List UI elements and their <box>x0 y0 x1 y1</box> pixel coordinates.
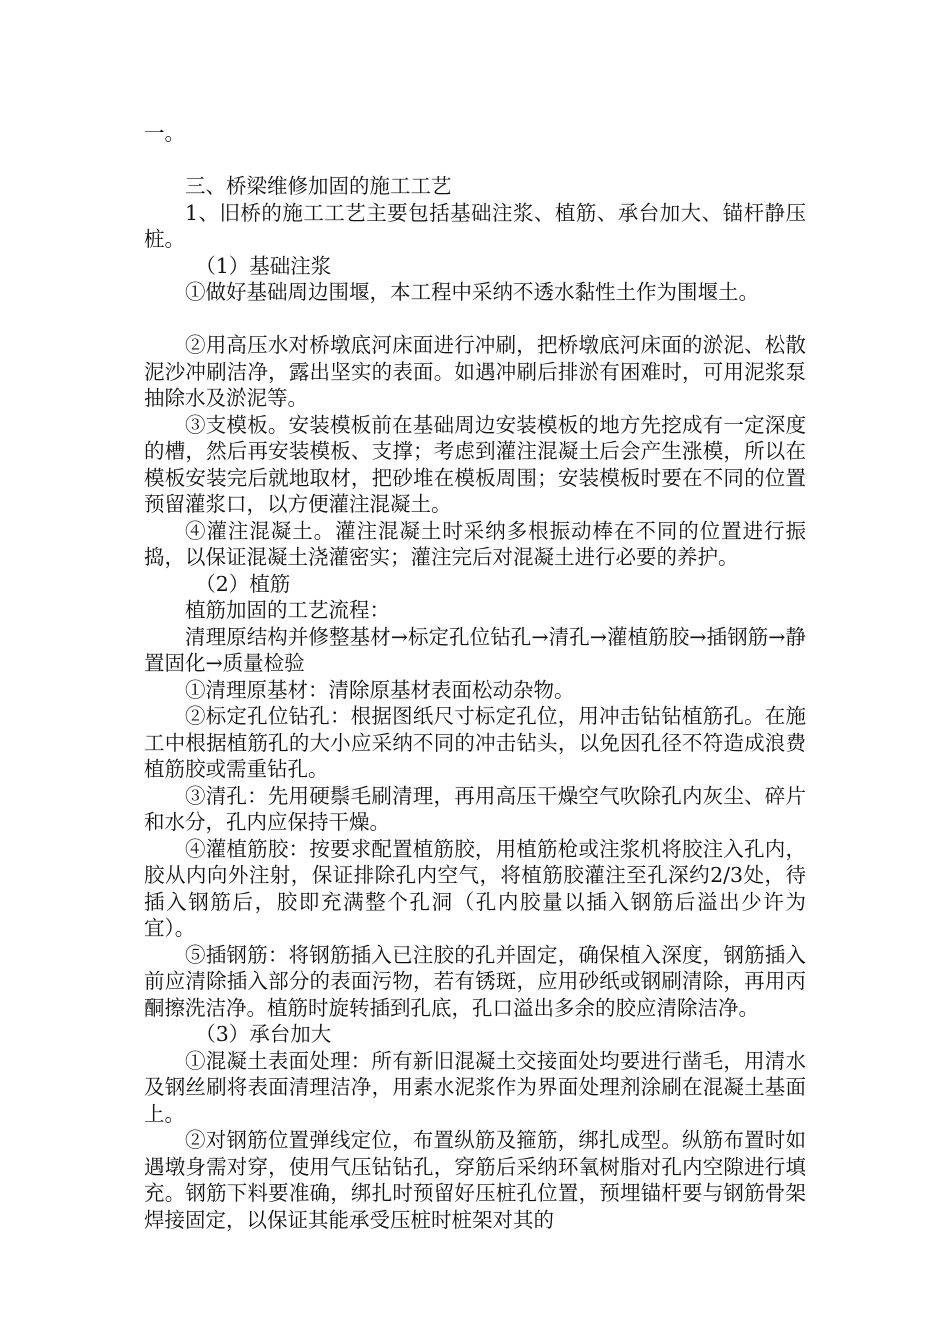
paragraph-step: ①混凝土表面处理：所有新旧混凝土交接面处均要进行凿毛，用清水及钢丝刷将表面清理洁净，用素水泥浆作为界面处理剂涂刷在混凝土基面上。 <box>144 1048 806 1126</box>
paragraph-step: ④灌植筋胶：按要求配置植筋胶，用植筋枪或注浆机将胶注入孔内，胶从内向外注射，保证排除孔内空气，将植筋胶灌注至孔深约2/3处，待插入钢筋后，胶即充满整个孔洞（孔内胶量以插入钢筋后溢出少许为宜）。 <box>144 836 806 940</box>
subheading-foundation-grouting: （1）基础注浆 <box>195 253 332 278</box>
paragraph-step: ②用高压水对桥墩底河床面进行冲刷，把桥墩底河床面的淤泥、松散泥沙冲刷洁净，露出坚实的表面。如遇冲刷后排淤有困难时，可用泥浆泵抽除水及淤泥等。 <box>144 333 806 410</box>
paragraph-step: ③清孔：先用硬鬃毛刷清理，再用高压干燥空气吹除孔内灰尘、碎片和水分，孔内应保持干燥。 <box>144 783 806 834</box>
subheading-rebar-planting: （2）植筋 <box>195 571 291 596</box>
paragraph-process-flow: 清理原结构并修整基材→标定孔位钻孔→清孔→灌植筋胶→插钢筋→静置固化→质量检验 <box>144 624 806 675</box>
subheading-pile-cap-enlargement: （3）承台加大 <box>195 1022 332 1046</box>
paragraph-process-title: 植筋加固的工艺流程： <box>185 598 390 622</box>
paragraph-step: ⑤插钢筋：将钢筋插入已注胶的孔并固定，确保植入深度，钢筋插入前应清除插入部分的表面污物，若有锈斑，应用砂纸或钢刷清除，再用丙酮擦洗洁净。植筋时旋转插到孔底，孔口溢出多余的胶应清除洁净。 <box>144 942 806 1020</box>
paragraph-intro: 1、旧桥的施工工艺主要包括基础注浆、植筋、承台加大、锚杆静压桩。 <box>144 200 806 251</box>
paragraph-continuation: 一。 <box>144 121 185 145</box>
paragraph-step: ①做好基础周边围堰，本工程中采纳不透水黏性土作为围堰土。 <box>185 280 759 304</box>
paragraph-step: ④灌注混凝土。灌注混凝土时采纳多根振动棒在不同的位置进行振捣，以保证混凝土浇灌密实；灌注完后对混凝土进行必要的养护。 <box>144 518 806 569</box>
paragraph-step: ②对钢筋位置弹线定位，布置纵筋及箍筋，绑扎成型。纵筋布置时如遇墩身需对穿，使用气压钻钻孔，穿筋后采纳环氧树脂对孔内空隙进行填充。钢筋下料要准确，绑扎时预留好压桩孔位置，预埋锚杆要与钢筋骨架焊接固定，以保证其能承受压桩时桩架对其的 <box>144 1128 806 1232</box>
paragraph-step: ②标定孔位钻孔：根据图纸尺寸标定孔位，用冲击钻钻植筋孔。在施工中根据植筋孔的大小应采纳不同的冲击钻头，以免因孔径不符造成浪费植筋胶或需重钻孔。 <box>144 704 806 781</box>
paragraph-step: ①清理原基材：清除原基材表面松动杂物。 <box>185 677 575 702</box>
section-heading-3: 三、桥梁维修加固的施工工艺 <box>185 174 452 198</box>
paragraph-step: ③支模板。安装模板前在基础周边安装模板的地方先挖成有一定深度的槽，然后再安装模板、支撑；考虑到灌注混凝土后会产生涨模，所以在模板安装完后就地取材，把砂堆在模板周围；安装模板时要在不同的位置预留灌浆口，以方便灌注混凝土。 <box>144 412 806 516</box>
